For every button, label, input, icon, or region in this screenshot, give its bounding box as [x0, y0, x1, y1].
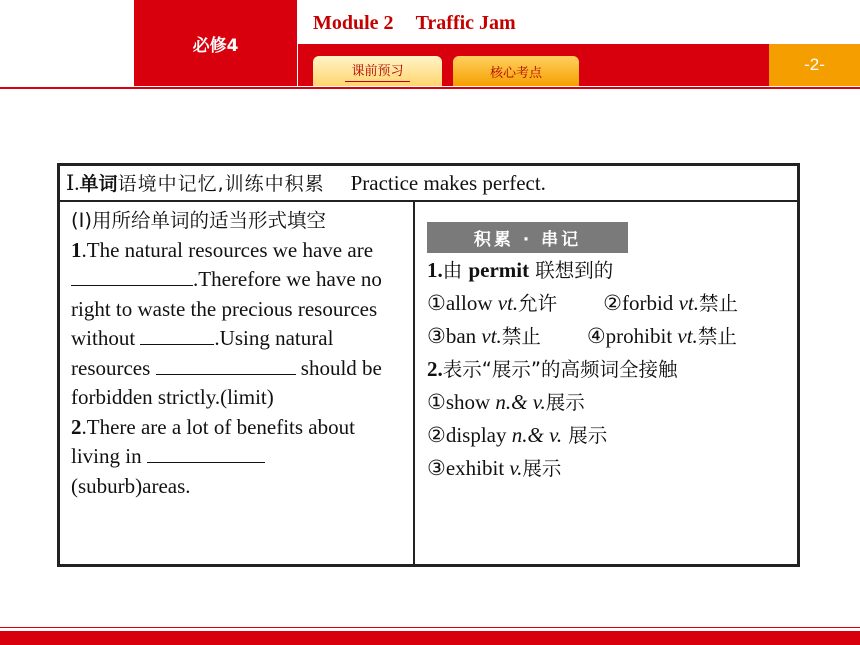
item-word: show — [445, 390, 491, 414]
item-meaning: 允许 — [518, 292, 558, 315]
q2-text-b: (suburb)areas. — [71, 473, 191, 498]
question-2 — [71, 413, 407, 502]
book-label — [134, 0, 297, 86]
vocab-table — [57, 163, 800, 567]
item-meaning: 展示 — [522, 457, 562, 480]
column-divider — [413, 202, 415, 564]
q1-number: 1 — [71, 237, 82, 262]
item-pos: n.& v. — [511, 423, 563, 447]
exercise-subheading: (Ⅰ)用所给单词的适当形式填空 — [71, 209, 326, 232]
heading-roman: Ⅰ. — [66, 171, 80, 195]
q1-blank-3[interactable] — [156, 356, 296, 375]
group-2-item-3 — [427, 452, 795, 485]
item-meaning: 禁止 — [501, 325, 541, 348]
book-label-text: 必修4 — [192, 35, 239, 56]
accumulate-badge — [427, 222, 628, 253]
tab-preview-label: 课前预习 — [345, 60, 409, 82]
item-meaning: 展示 — [545, 391, 585, 414]
footer-bar — [0, 631, 860, 645]
group-1-number: 1. — [427, 258, 443, 282]
module-title — [313, 12, 516, 35]
item-marker: ① — [427, 291, 446, 315]
item-pos: vt. — [481, 324, 502, 348]
q2-text-a: .There are a lot of benefits about living in — [71, 414, 355, 468]
item-marker: ② — [603, 291, 622, 315]
section-heading — [60, 166, 797, 202]
q2-blank[interactable] — [147, 444, 265, 463]
group-2-title — [427, 353, 795, 386]
footer-rule — [0, 627, 860, 628]
item-word: allow — [445, 291, 493, 315]
q1-blank-2[interactable] — [140, 326, 214, 345]
q1-blank-1[interactable] — [71, 267, 193, 286]
q2-number: 2 — [71, 414, 82, 439]
q1-text-a: .The natural resources we have are — [81, 237, 374, 262]
group-1-title-b: 联想到的 — [529, 259, 614, 282]
badge-label: 积累 · 串记 — [473, 230, 582, 250]
item-meaning: 展示 — [562, 424, 608, 447]
item-meaning: 禁止 — [697, 325, 737, 348]
q1-text-d: should be forbidden strictly.(limit) — [71, 355, 382, 409]
item-pos: n.& v. — [495, 390, 546, 414]
tab-preview[interactable] — [313, 56, 442, 86]
item-marker: ④ — [586, 324, 606, 348]
tab-core-label: 核心考点 — [489, 65, 542, 81]
tab-core-points[interactable] — [453, 56, 579, 86]
group-1-title-a: 由 — [442, 259, 469, 282]
item-pos: v. — [509, 456, 523, 480]
motto: Practice makes perfect. — [350, 171, 546, 195]
item-pos: vt. — [497, 291, 519, 315]
module-number: Module 2 — [313, 12, 394, 34]
module-name: Traffic Jam — [415, 12, 516, 34]
item-meaning: 禁止 — [698, 292, 738, 315]
item-word: ban — [445, 324, 477, 348]
item-pos: vt. — [678, 291, 699, 315]
item-marker: ③ — [427, 324, 446, 348]
group-1-line-1 — [427, 287, 795, 320]
item-word: prohibit — [605, 324, 673, 348]
group-2-title-text: 表示“展示”的高频词全接触 — [442, 358, 678, 381]
group-1-title — [427, 254, 795, 287]
group-2-item-1 — [427, 386, 795, 419]
page-number-text: -2- — [804, 55, 825, 74]
group-1-title-word: permit — [468, 258, 530, 282]
item-marker: ② — [427, 423, 446, 447]
group-2-number: 2. — [427, 357, 443, 381]
q1-text-b: .Therefore we have no right to waste the precious resources without — [71, 267, 382, 350]
item-word: display — [445, 423, 507, 447]
heading-rest: 语境中记忆,训练中积累 — [117, 173, 325, 195]
question-1 — [71, 236, 407, 413]
group-2-item-2 — [427, 419, 795, 452]
heading-bold: 单词 — [79, 173, 118, 195]
exercise-column — [71, 206, 407, 501]
item-word: exhibit — [445, 456, 505, 480]
item-pos: vt. — [677, 324, 698, 348]
vocab-notes-column — [427, 254, 795, 485]
header-divider — [0, 87, 860, 89]
q1-text-c: .Using natural resources — [71, 326, 334, 380]
item-marker: ① — [427, 390, 446, 414]
item-marker: ③ — [427, 456, 446, 480]
page-number — [769, 44, 860, 86]
group-1-line-2 — [427, 320, 795, 353]
item-word: forbid — [621, 291, 674, 315]
